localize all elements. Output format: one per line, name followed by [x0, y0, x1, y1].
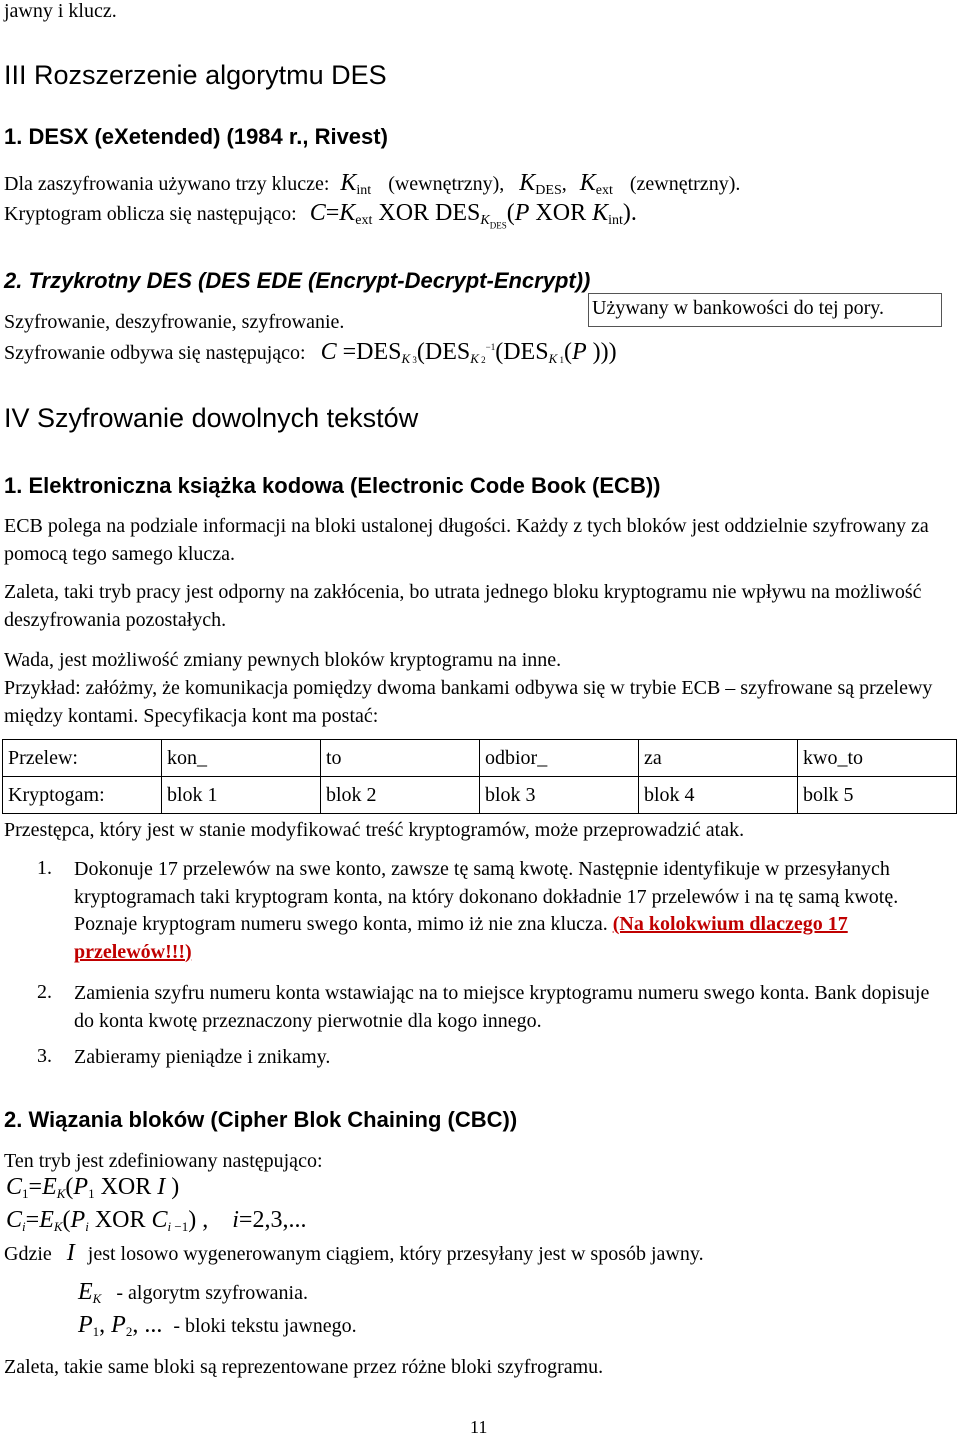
des-ede-formula: $C =DES_{K 3}(DES_{K 2}^{-1}(DES_{K 1}(P$ ))): [320, 339, 617, 366]
list-number: 3.: [37, 1045, 52, 1067]
ecb-paragraph-3b: Przykład: załóżmy, że komunikacja pomiędzy dwoma bankami odbywa się w trybie ECB – szyfrowane są przelewy między kontami. Specyfikacja kont ma postać:: [4, 677, 933, 727]
desx-paren-1: (wewnętrzny),: [388, 173, 505, 195]
list-item: Zabieramy pieniądze i znikamy.: [74, 1046, 331, 1068]
formula-ek: E: [78, 1279, 93, 1305]
formula-k-des: K: [519, 170, 536, 196]
ecb-paragraph-2: Zaleta, taki tryb pracy jest odporny na zakłócenia, bo utrata jednego bloku kryptogramu nie wpływu na możliwość deszyfrowania pozostałych.: [4, 581, 922, 631]
cbc-intro: Ten tryb jest zdefiniowany następująco:: [4, 1150, 323, 1172]
transfer-table: [2, 739, 957, 814]
list-number: 1.: [37, 857, 52, 879]
cbc-ek-desc: - algorytm szyfrowania.: [116, 1282, 308, 1304]
desx-title: 1. DESX (eXetended) (1984 r., Rivest): [4, 124, 388, 149]
formula-i: I: [66, 1240, 75, 1266]
table-cell: Przelew:: [3, 740, 162, 777]
cbc-gdzie: Gdzie: [4, 1243, 52, 1265]
table-cell: to: [321, 740, 480, 777]
ecb-paragraph-1: ECB polega na podziale informacji na bloki ustalonej długości. Każdy z tych bloków jest oddzielnie szyfrowany za pomocą tego samego klucza.: [4, 515, 929, 565]
formula-p-blocks: $P_1$, $P_2$, ...: [78, 1312, 163, 1339]
table-cell: blok 3: [480, 777, 639, 814]
formula-k-ext: K: [579, 170, 596, 196]
cbc-formula-1: $C_1=E_K(P_1$ XOR I ): [6, 1174, 180, 1201]
des-ede-note-box: Używany w bankowości do tej pory.: [588, 293, 942, 327]
table-row: [3, 777, 957, 814]
cbc-gdzie-line: [4, 1240, 704, 1267]
list-item-highlight: (Na kolokwium dlaczego 17 przelewów!!!): [74, 913, 848, 963]
table-cell: bolk 5: [798, 777, 957, 814]
des-ede-line-1: Szyfrowanie, deszyfrowanie, szyfrowanie.: [4, 311, 345, 333]
desx-line-1: Dla zaszyfrowania używano trzy klucze: $K_{int}$ (wewnętrzny), $K_{DES}$, $K_{ext}$ (zewnętrzny).: [4, 170, 741, 199]
desx-line-1-text: Dla zaszyfrowania używano trzy klucze:: [4, 173, 330, 195]
top-fragment: jawny i klucz.: [4, 0, 117, 22]
table-cell: Kryptogam:: [3, 777, 162, 814]
list-item-text: Dokonuje 17 przelewów na swe konto, zawsze tę samą kwotę. Następnie identyfikuje w przesyłanych kryptogramach taki kryptogram konta, na który dokonano dokładnie 17 przelewów i na tę samą kwotę. Poznaje kryptogram numeru swego konta, mimo iż nie zna klucza.: [74, 858, 899, 935]
des-ede-line-2: [4, 339, 617, 367]
formula-sub-ext: ext: [595, 183, 613, 199]
table-cell: odbior_: [480, 740, 639, 777]
desx-paren-2: (zewnętrzny).: [629, 173, 741, 195]
formula-k-int: K: [340, 170, 357, 196]
table-cell: blok 1: [162, 777, 321, 814]
cbc-gdzie-rest: jest losowo wygenerowanym ciągiem, który przesyłany jest w sposób jawny.: [87, 1243, 704, 1265]
desx-line-2: [4, 200, 637, 231]
list-item: Zamienia szyfru numeru konta wstawiając na to miejsce kryptogramu numeru swego konta. Bank dopisuje do konta kwotę przeznaczony pierwotnie dla kogo innego.: [74, 982, 930, 1032]
page-number: 11: [470, 1417, 488, 1437]
section-4-title: IV Szyfrowanie dowolnych tekstów: [4, 403, 419, 433]
desx-formula: $C=K_{ext}$ XOR $DES_{K_{DES}}(P$ XOR $K_{int}$).: [309, 200, 637, 231]
ecb-paragraph-3a: Wada, jest możliwość zmiany pewnych bloków kryptogramu na inne.: [4, 649, 562, 671]
table-cell: kwo_to: [798, 740, 957, 777]
desx-line-2-text: Kryptogram oblicza się następująco:: [4, 203, 297, 225]
cbc-p-desc: - bloki tekstu jawnego.: [173, 1315, 357, 1337]
table-cell: blok 4: [639, 777, 798, 814]
cbc-last: Zaleta, takie same bloki są reprezentowane przez różne bloki szyfrogramu.: [4, 1356, 604, 1378]
table-cell: za: [639, 740, 798, 777]
cbc-ek-line: $E_K$ - algorytm szyfrowania.: [78, 1279, 308, 1306]
list-item: [74, 856, 944, 966]
cbc-title: 2. Wiązania bloków (Cipher Blok Chaining (CBC)): [4, 1107, 518, 1132]
formula-sub-des: DES: [535, 183, 562, 199]
table-row: [3, 740, 957, 777]
table-cell: blok 2: [321, 777, 480, 814]
ecb-title: 1. Elektroniczna książka kodowa (Electronic Code Book (ECB)): [4, 473, 661, 498]
ecb-paragraph-4: Przestępca, który jest w stanie modyfikować treść kryptogramów, może przeprowadzić atak.: [4, 819, 745, 841]
section-3-title: III Rozszerzenie algorytmu DES: [4, 60, 387, 90]
cbc-formula-2: $C_i=E_K(P_i$ XOR $C_{i -1}$) , i=2,3,...: [6, 1207, 307, 1234]
formula-sub-int: int: [356, 183, 372, 199]
des-ede-title: 2. Trzykrotny DES (DES EDE (Encrypt-Decrypt-Encrypt)): [4, 268, 591, 293]
cbc-p-line: [78, 1312, 357, 1340]
des-ede-line-2-text: Szyfrowanie odbywa się następująco:: [4, 342, 306, 364]
list-number: 2.: [37, 981, 52, 1003]
table-cell: kon_: [162, 740, 321, 777]
